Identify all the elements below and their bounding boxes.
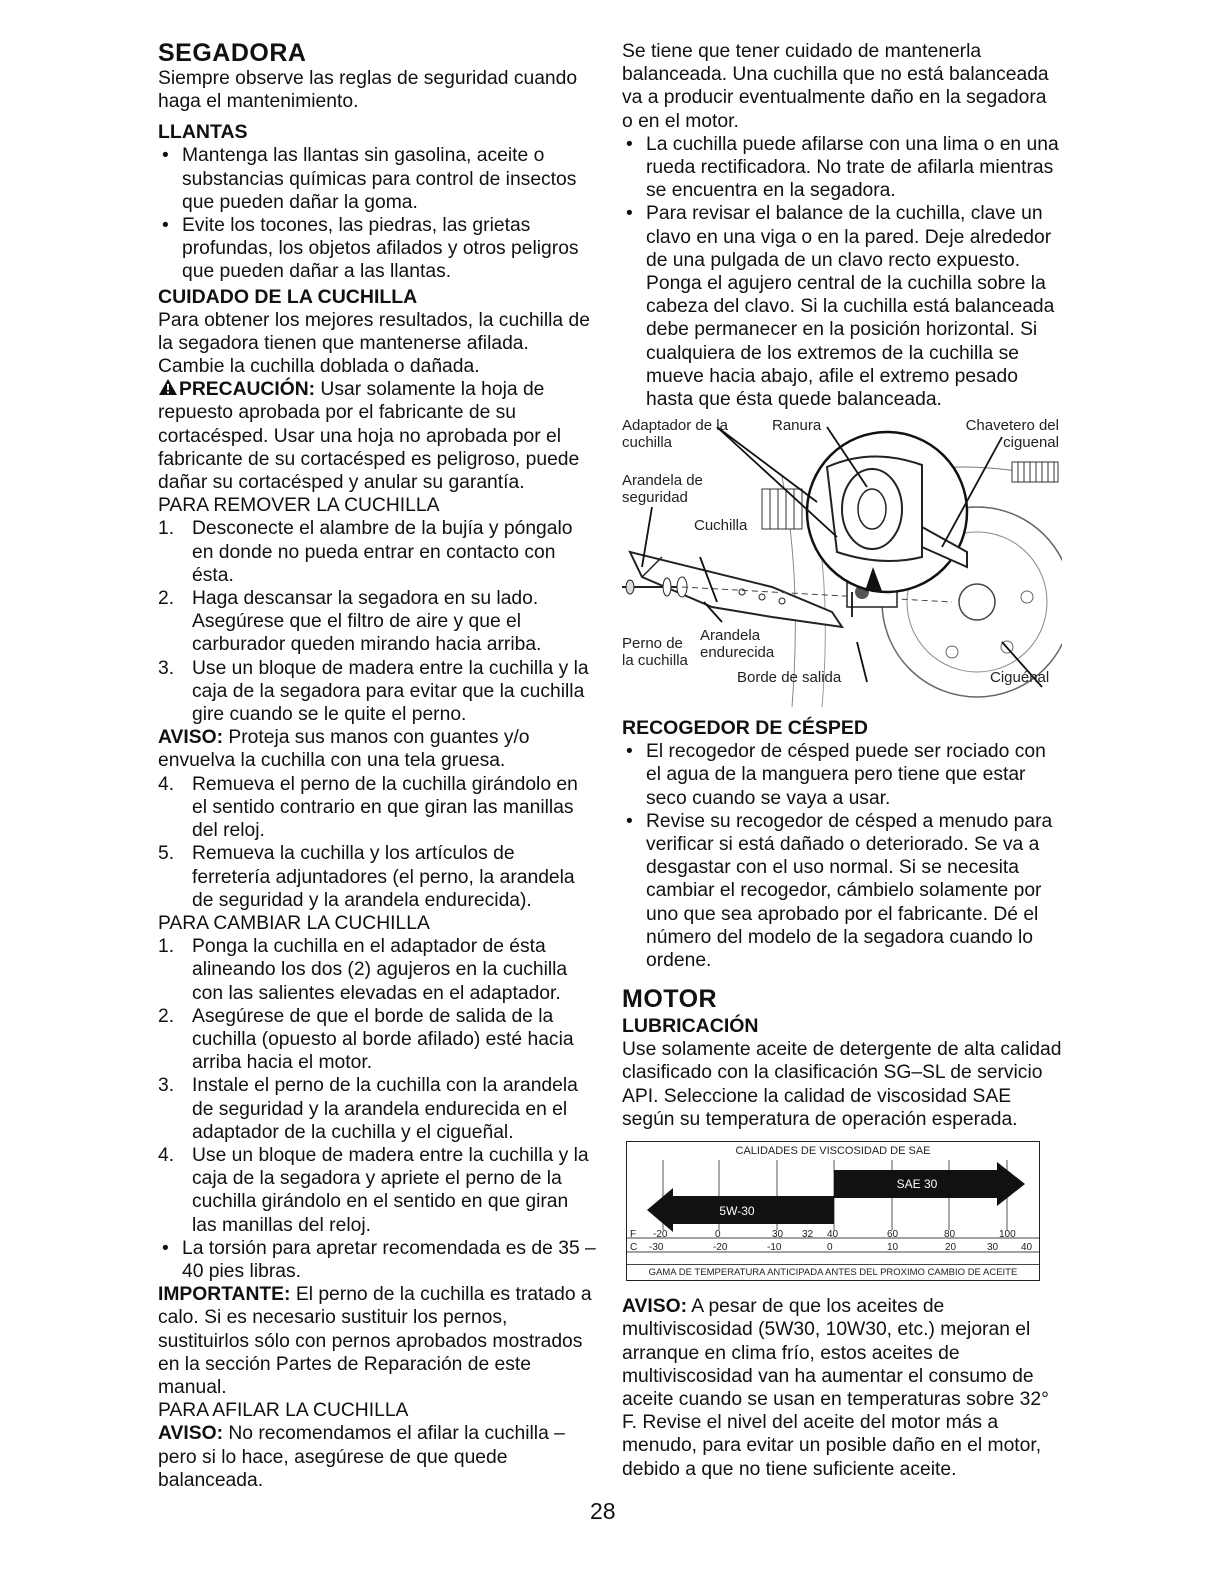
f-tick: -20	[653, 1229, 668, 1241]
c-scale-label: C	[630, 1242, 638, 1254]
lubrication-text: Use solamente aceite de detergente de alta calidad clasificado con la clasificación SG–SL de servicio API. Seleccione la calidad de viscosidad SAE según su temperatura de operación esperada.	[622, 1039, 1062, 1130]
sae30-label: SAE 30	[896, 1177, 938, 1192]
list-item: 1. Ponga la cuchilla en el adaptador de ésta alineando los dos (2) agujeros en la cuchilla con las salientes elevadas en el adaptador.	[158, 936, 568, 1004]
label-lock-washer: Arandela de seguridad	[622, 472, 703, 507]
label-bolt: Perno de la cuchilla	[622, 635, 688, 670]
c-tick: 10	[887, 1242, 899, 1254]
catcher-heading: RECOGEDOR DE CÉSPED	[622, 717, 868, 740]
important-label: IMPORTANTE:	[158, 1284, 291, 1306]
label-keyway: Chavetero del ciguenal	[965, 417, 1059, 452]
list-item: • Para revisar el balance de la cuchilla, clave un clavo en una viga o en la pared. Deje alrededor de una pulgada de un clavo recto expuesto. Ponga el agujero central de la cuchilla sobre la cabeza del clavo. Si la cuchilla está balanceada debe permanecer en la posición horizontal. Si cualquiera de los extremos de la cuchilla se mueve hacia abajo, afile el extremo pesado hasta que ésta quede balanceada.	[622, 202, 1062, 411]
sharpen-heading: PARA AFILAR LA CUCHILLA	[158, 1400, 409, 1422]
list-item: 4. Use un bloque de madera entre la cuchilla y la caja de la segadora y apriete el perno de la cuchilla girándolo en el sentido en que giran las manillas del reloj.	[158, 1144, 589, 1236]
motor-notice-label: AVISO:	[622, 1296, 687, 1318]
label-blade: Cuchilla	[694, 517, 748, 535]
page-number: 28	[590, 1498, 616, 1524]
section-title-segadora: SEGADORA	[158, 39, 307, 67]
label-trailing-edge: Borde de salida	[737, 669, 842, 687]
list-item: • Mantenga las llantas sin gasolina, aceite o substancias químicas para control de insectos que pueden dañar la goma.	[158, 144, 596, 214]
tires-heading: LLANTAS	[158, 121, 248, 144]
c-tick: 0	[827, 1242, 833, 1254]
viscosity-chart	[626, 1141, 1040, 1281]
label-slot: Ranura	[772, 417, 822, 435]
warning-triangle-icon	[158, 378, 178, 396]
c-tick: -10	[767, 1242, 782, 1254]
list-item: • Evite los tocones, las piedras, las grietas profundas, los objetos afilados y otros peligros que pueden dañar a las llantas.	[158, 214, 596, 284]
5w30-label: 5W-30	[719, 1204, 755, 1219]
section-title-motor: MOTOR	[622, 985, 718, 1014]
list-item: • La torsión para apretar recomendada es de 35 – 40 pies libras.	[158, 1237, 596, 1283]
f-tick: 30	[772, 1229, 784, 1241]
f-tick: 80	[944, 1229, 956, 1241]
torque-list	[158, 1237, 596, 1283]
viscosity-arrows	[627, 1160, 1039, 1260]
blade-care-text: Para obtener los mejores resultados, la cuchilla de la segadora tienen que mantenerse afilada. Cambie la cuchilla doblada o dañada.	[158, 309, 590, 378]
caution-text: Usar solamente la hoja de repuesto aprobada por el fabricante de su cortacésped. Usar una hoja no aprobada por el fabricante de su cortacésped es peligroso, puede dañar su cortacésped y anular su garantía.	[158, 379, 580, 494]
right-column	[622, 40, 1062, 1481]
blade-assembly-figure	[622, 417, 1062, 715]
label-adapter: Adaptador de la cuchilla	[622, 417, 728, 452]
remove-steps-b	[158, 773, 596, 912]
intro-text: Siempre observe las reglas de seguridad cuando haga el mantenimiento.	[158, 68, 578, 113]
caution-label: PRECAUCIÓN:	[179, 379, 316, 401]
tires-list	[158, 144, 596, 283]
balance-list	[622, 133, 1062, 411]
list-item: 3. Use un bloque de madera entre la cuchilla y la caja de la segadora para evitar que la cuchilla gire cuando se le quite el perno.	[158, 657, 589, 726]
list-item: • La cuchilla puede afilarse con una lima o en una rueda rectificadora. No trate de afilarla mientras se encuentra en la segadora.	[622, 133, 1062, 203]
lubrication-heading: LUBRICACIÓN	[622, 1015, 759, 1038]
c-tick: 30	[987, 1242, 999, 1254]
f-tick: 100	[999, 1229, 1016, 1241]
important-paragraph	[158, 1283, 596, 1399]
change-heading: PARA CAMBIAR LA CUCHILLA	[158, 912, 430, 934]
motor-notice-paragraph	[622, 1295, 1062, 1481]
change-steps	[158, 935, 596, 1237]
notice2-label: AVISO:	[158, 1423, 223, 1445]
list-item: • El recogedor de césped puede ser rociado con el agua de la manguera pero tiene que estar seco cuando se vaya a usar.	[622, 740, 1062, 810]
motor-notice-text: A pesar de que los aceites de multiviscosidad (5W30, 10W30, etc.) mejoran el arranque en clima frío, estos aceites de multiviscosidad van ha aumentar el consumo de aceite cuando se usan en temperaturas sobre 32° F. Revise el nivel del aceite del motor más a menudo, para evitar un posible daño en el motor, debido a que no tiene suficiente aceite.	[622, 1296, 1049, 1480]
label-crankshaft: Ciguénal	[990, 669, 1050, 687]
caution-paragraph	[158, 378, 596, 494]
notice2-paragraph	[158, 1422, 596, 1492]
f-tick: 40	[827, 1229, 839, 1241]
list-item: 2. Haga descansar la segadora en su lado. Asegúrese que el filtro de aire y que el carburador queden mirando hacia arriba.	[158, 588, 542, 656]
remove-heading: PARA REMOVER LA CUCHILLA	[158, 495, 440, 517]
c-tick: -30	[649, 1242, 664, 1254]
important-text: El perno de la cuchilla es tratado a calo. Si es necesario sustituir los pernos, sustituirlos sólo con pernos aprobados mostrados en la sección Partes de Reparación de este manual.	[158, 1284, 592, 1398]
viscosity-chart-title: CALIDADES DE VISCOSIDAD DE SAE	[735, 1145, 931, 1158]
list-item: 3. Instale el perno de la cuchilla con la arandela de seguridad y la arandela endurecida en el adaptador de la cuchilla y el cigueñal.	[158, 1075, 578, 1143]
c-tick: 20	[945, 1242, 957, 1254]
list-item: 2. Asegúrese de que el borde de salida de la cuchilla (opuesto al borde afilado) esté hacia arriba hacia el motor.	[158, 1005, 574, 1074]
remove-steps-a	[158, 517, 596, 726]
f-scale-label: F	[630, 1229, 637, 1241]
notice1-text: Proteja sus manos con guantes y/o envuelva la cuchilla con una tela gruesa.	[158, 727, 530, 772]
f-tick: 0	[715, 1229, 721, 1241]
balance-text: Se tiene que tener cuidado de mantenerla balanceada. Una cuchilla que no está balanceada va a producir eventualmente daño en la segadora o en el motor.	[622, 41, 1049, 132]
left-column	[158, 40, 596, 1492]
catcher-list	[622, 740, 1062, 972]
c-tick: -20	[713, 1242, 728, 1254]
notice1-label: AVISO:	[158, 727, 223, 749]
list-item: • Revise su recogedor de césped a menudo para verificar si está dañado o deteriorado. Se va a desgastar con el uso normal. Si se necesita cambiar el recogedor, cámbielo solamente por uno que sea aprobado por el fabricante. Dé el número del modelo de la segadora cuando lo ordene.	[622, 810, 1062, 972]
list-item: 5. Remueva la cuchilla y los artículos de ferretería adjuntadores (el perno, la arandela de seguridad y la arandela endurecida).	[158, 843, 575, 911]
f-tick: 60	[887, 1229, 899, 1241]
label-hardened-washer: Arandela endurecida	[700, 627, 775, 662]
f-tick: 32	[802, 1229, 814, 1241]
c-tick: 40	[1021, 1242, 1033, 1254]
notice1-paragraph	[158, 726, 596, 772]
blade-care-heading: CUIDADO DE LA CUCHILLA	[158, 285, 418, 308]
list-item: 4. Remueva el perno de la cuchilla girándolo en el sentido contrario en que giran las manillas del reloj.	[158, 773, 578, 842]
viscosity-chart-footer: GAMA DE TEMPERATURA ANTICIPADA ANTES DEL PROXIMO CAMBIO DE ACEITE	[627, 1264, 1039, 1278]
list-item: 1. Desconecte el alambre de la bujía y póngalo en donde no pueda entrar en contacto con ésta.	[158, 518, 573, 586]
notice2-text: No recomendamos el afilar la cuchilla – pero si lo hace, asegúrese de que quede balanceada.	[158, 1423, 565, 1491]
